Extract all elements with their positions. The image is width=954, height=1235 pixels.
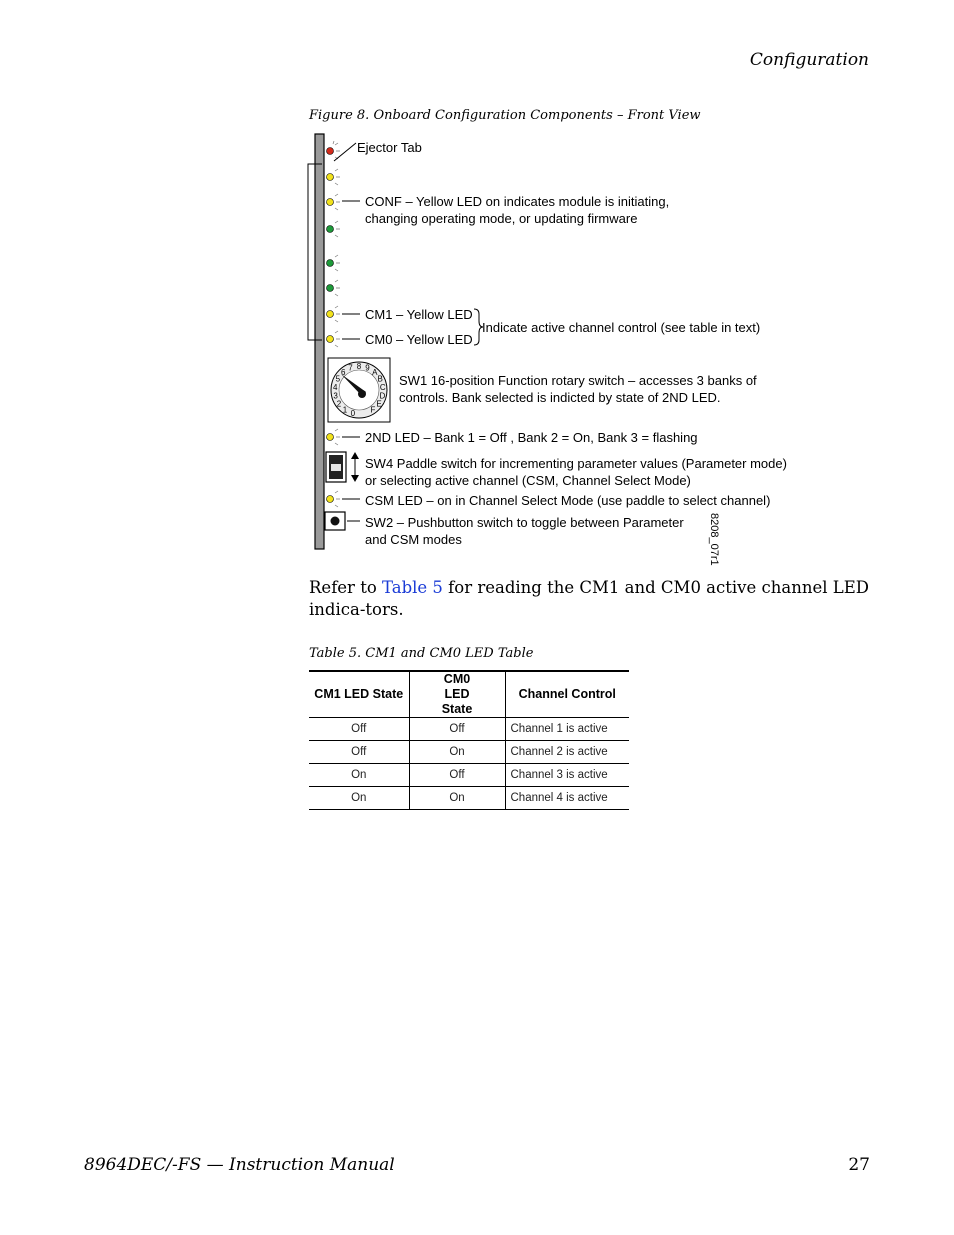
led-2nd-yellow <box>327 429 341 445</box>
led-green-3 <box>327 280 341 296</box>
drawing-id: 8208_07r1 <box>708 513 720 566</box>
dial-digit: 6 <box>340 368 346 377</box>
sw2-label-line2: and CSM modes <box>365 532 462 547</box>
cell-channel-control: Channel 2 is active <box>505 741 629 764</box>
footer-page-number: 27 <box>848 1155 870 1175</box>
table-5-link[interactable]: Table 5 <box>382 578 443 597</box>
sw4-label-line2: or selecting active channel (CSM, Channel Select Mode) <box>365 473 691 488</box>
table-row <box>309 741 629 764</box>
cell-cm1-state: Off <box>309 718 409 741</box>
led-conf-yellow <box>327 194 341 210</box>
led-2nd-label: 2ND LED – Bank 1 = Off , Bank 2 = On, Bank 3 = flashing <box>365 430 698 445</box>
cm1-led-label: CM1 – Yellow LED <box>365 307 473 322</box>
cell-cm0-state: On <box>409 787 505 810</box>
cell-cm0-state: On <box>409 741 505 764</box>
led-green-2 <box>327 255 341 271</box>
dial-digit: C <box>379 382 386 392</box>
led-ejector-red <box>327 141 341 159</box>
active-channel-brace-label: Indicate active channel control (see table in text) <box>482 320 761 335</box>
ejector-tab-label: Ejector Tab <box>357 140 422 155</box>
led-green-1 <box>327 221 341 237</box>
table-header-row <box>309 671 629 718</box>
paddle-switch-sw4 <box>326 452 359 482</box>
dial-digit: 5 <box>335 374 341 384</box>
running-header: Configuration <box>749 50 869 70</box>
body-text-after: for reading the CM1 and CM0 active channel LED indica-tors. <box>309 578 869 619</box>
body-paragraph <box>309 577 874 621</box>
cell-channel-control: Channel 4 is active <box>505 787 629 810</box>
sw2-label <box>365 514 684 548</box>
dial-digit: 8 <box>356 362 362 371</box>
dial-digit: 1 <box>342 405 348 415</box>
led-yellow-1 <box>327 169 341 185</box>
dial-digit: 9 <box>365 363 370 373</box>
cell-cm0-state: Off <box>409 764 505 787</box>
dial-digit: B <box>377 374 383 384</box>
pushbutton-sw2 <box>325 512 345 530</box>
led-csm-yellow <box>327 491 341 507</box>
cell-cm0-state: Off <box>409 718 505 741</box>
dial-digit: E <box>376 399 382 409</box>
dial-digit: 2 <box>336 399 342 409</box>
csm-led-label: CSM LED – on in Channel Select Mode (use paddle to select channel) <box>365 493 771 508</box>
dial-digit: D <box>379 391 386 401</box>
cm0-led-label: CM0 – Yellow LED <box>365 332 473 347</box>
cell-cm1-state: Off <box>309 741 409 764</box>
led-cm1-yellow <box>327 306 341 322</box>
conf-label-line2: changing operating mode, or updating firmware <box>365 211 638 226</box>
sw4-label <box>365 455 787 489</box>
sw4-label-line1: SW4 Paddle switch for incrementing parameter values (Parameter mode) <box>365 456 787 471</box>
dial-digit: F <box>370 405 376 415</box>
header-cm1-led-state: CM1 LED State <box>309 671 409 718</box>
conf-label-line1: CONF – Yellow LED on indicates module is initiating, <box>365 194 670 209</box>
dial-digit: 0 <box>350 409 356 419</box>
body-text-before: Refer to <box>309 578 383 597</box>
table-row <box>309 718 629 741</box>
cm-led-table <box>309 670 629 810</box>
cell-channel-control: Channel 3 is active <box>505 764 629 787</box>
dial-digit: A <box>372 368 378 377</box>
header-channel-control: Channel Control <box>505 671 629 718</box>
table-row <box>309 787 629 810</box>
configuration-diagram <box>300 130 800 566</box>
conf-led-label <box>365 193 669 227</box>
rotary-switch-sw1 <box>328 358 390 422</box>
header-cm0-led-state: CM0 LED State <box>409 671 505 718</box>
figure-caption: Figure 8. Onboard Configuration Components – Front View <box>309 108 701 123</box>
cell-cm1-state: On <box>309 764 409 787</box>
sw1-label <box>399 372 757 406</box>
dial-digit: 4 <box>332 382 338 392</box>
dial-digit: 3 <box>333 391 338 401</box>
cell-channel-control: Channel 1 is active <box>505 718 629 741</box>
sw1-label-line1: SW1 16-position Function rotary switch – accesses 3 banks of <box>399 373 757 388</box>
board-edge <box>315 134 324 549</box>
led-cm0-yellow <box>327 331 341 347</box>
sw2-label-line1: SW2 – Pushbutton switch to toggle between Parameter <box>365 515 684 530</box>
dial-digit: 7 <box>348 363 353 373</box>
cell-cm1-state: On <box>309 787 409 810</box>
footer-manual-title: 8964DEC/-FS — Instruction Manual <box>84 1155 395 1175</box>
sw1-label-line2: controls. Bank selected is indicted by state of 2ND LED. <box>399 390 721 405</box>
table-caption: Table 5. CM1 and CM0 LED Table <box>309 646 534 661</box>
table-row <box>309 764 629 787</box>
